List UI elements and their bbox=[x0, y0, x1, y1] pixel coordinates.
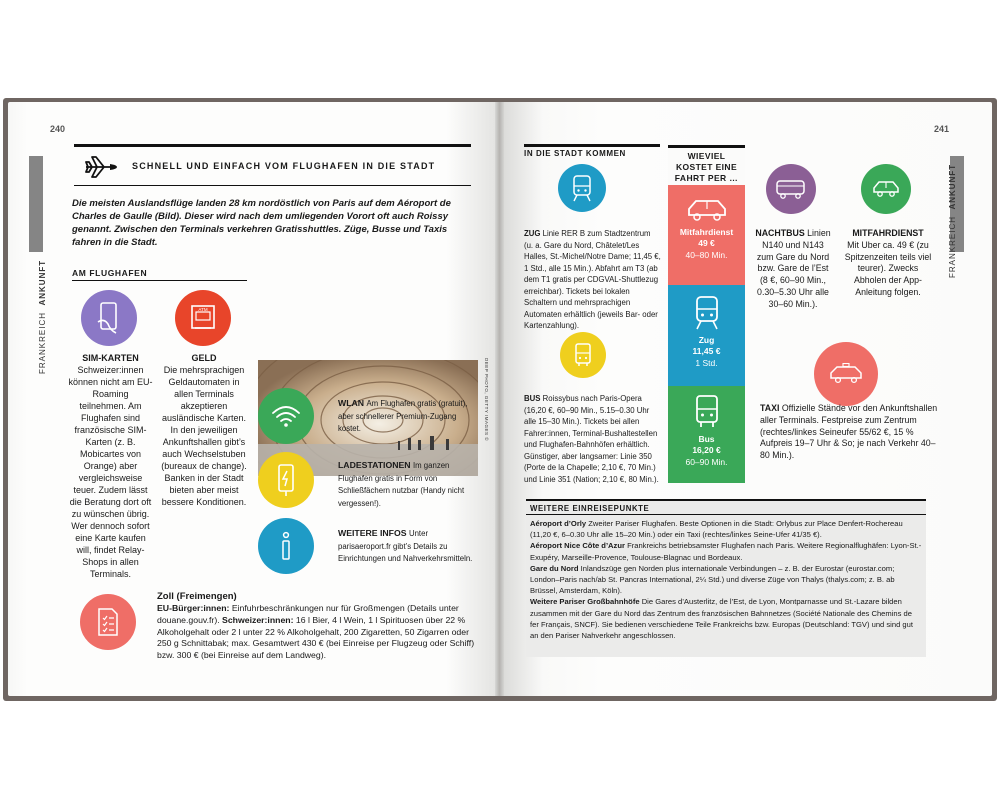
right-page bbox=[504, 102, 992, 696]
weitere-title: WEITERE EINREISEPUNKTE bbox=[530, 504, 650, 513]
zug-block bbox=[524, 228, 661, 332]
bus-icon bbox=[560, 332, 606, 378]
taxi-text: Offizielle Stände vor den Ankunftshallen aller Terminals. Festpreise zum Zentrum (rechtes/linkes Seineufer 55/62 €, 15 % Aufpreis 19–7 Uhr & So; je nach Verkehr 40–80 Min.). bbox=[760, 403, 938, 461]
zoll-block bbox=[157, 591, 475, 662]
weitere-item: Aéroport d’Orly Zweiter Pariser Flughafen. Beste Optionen in die Stadt: Orlybus zur Place Denfert-Rochereau (11,20 €, 6–0.30 Uhr alle 15–20 Min.) oder ein Taxi (rechtes/linkes Seine-Ufer 41/35 €). bbox=[530, 519, 903, 540]
divider bbox=[72, 280, 247, 281]
price-duration: 1 Std. bbox=[695, 357, 718, 368]
book-spine bbox=[495, 102, 504, 696]
geld-text: Die mehrsprachigen Geldautomaten in allen Terminals akzeptieren ausländische Karten. In den jeweiligen Ankunftshallen gibt’s auch Wechselstuben (bureaux de change). Banken in der Stadt bieten aber meist bessere Konditionen. bbox=[161, 365, 247, 507]
price-box-zug bbox=[668, 285, 745, 386]
weitere-item: Weitere Pariser Großbahnhöfe Die Gares d’Austerlitz, de l’Est, de Lyon, Montparnasse und St.-Lazare bilden zusammen mit der Gare du Nord das Zentrum des französischen Bahnnetzes (Société Nationale des Chemins de fer Français, SNCF). Sie bedienen verschiedene Teile Frankreichs bzw. Europas (Deutschland: TGV) und sind gut an den Pariser Nahverkehr angeschlossen. bbox=[530, 597, 913, 641]
weitere-einreisepunkte-box bbox=[526, 499, 926, 657]
geld-block bbox=[158, 352, 250, 508]
price-name: Bus bbox=[698, 433, 715, 444]
atm-icon bbox=[175, 290, 231, 346]
zug-title: ZUG bbox=[524, 229, 541, 238]
price-value: 49 € bbox=[698, 238, 715, 248]
price-name: Mitfahrdienst bbox=[679, 226, 734, 237]
zoll-eu-text: Einfuhrbeschränkungen nur für Großmengen (Details unter douane.gouv.fr). bbox=[157, 603, 459, 625]
zoll-ch-label: Schweizer:innen: bbox=[222, 614, 294, 625]
weitere-item: Aéroport Nice Côte d’Azur Frankreichs betriebsamster Flughafen nach Paris. Weitere Regionalflughäfen: Lyon-St.-Exupéry, Marseille-Provence, Toulouse-Blagnac und Bordeaux. bbox=[530, 541, 922, 562]
zoll-eu-label: EU-Bürger:innen: bbox=[157, 603, 230, 613]
price-comparison-column bbox=[668, 145, 745, 483]
airplane-icon bbox=[84, 153, 118, 181]
price-duration: 60–90 Min. bbox=[685, 456, 728, 467]
section-label-in-die-stadt: IN DIE STADT KOMMEN bbox=[524, 149, 626, 158]
price-box-mitfahrdienst bbox=[668, 185, 745, 285]
atm-label: ATM bbox=[198, 307, 208, 312]
side-chapter-label-left: FRANKREICH ANKUNFT bbox=[38, 259, 47, 374]
nachtbus-title: NACHTBUS bbox=[755, 228, 805, 238]
lade-block bbox=[338, 459, 478, 509]
price-header: WIEVIEL KOSTET EINE FAHRT PER … bbox=[668, 145, 745, 185]
ride-car-icon bbox=[861, 164, 911, 214]
price-box-bus bbox=[668, 386, 745, 483]
night-bus-icon bbox=[766, 164, 816, 214]
section-label-am-flughafen: AM FLUGHAFEN bbox=[72, 268, 148, 278]
section-rule bbox=[524, 144, 660, 147]
weitere-item: Gare du Nord Inlandszüge gen Norden plus internationale Verbindungen – z. B. der Eurostar (eurostar.com; London–Paris nach/ab St. Pancras International, 2¼ Std.) und diverse Züge von Thalys (thalys.com; z. B. ab Brüssel, Amsterdam, Köln). bbox=[530, 563, 895, 596]
price-value: 11,45 € bbox=[692, 346, 721, 356]
wifi-icon bbox=[258, 388, 314, 444]
nachtbus-block bbox=[754, 228, 832, 311]
lade-text: Im ganzen Flughafen gratis in Form von Schließfächern nutzbar (Handy nicht vergessen!). bbox=[338, 461, 465, 508]
zoll-title: Zoll (Freimengen) bbox=[157, 591, 237, 602]
infos-title: WEITERE INFOS bbox=[338, 528, 407, 538]
price-name: Zug bbox=[698, 334, 715, 345]
train-icon bbox=[692, 295, 722, 331]
geld-title: GELD bbox=[191, 353, 217, 363]
photo-credit: DEEP PHOTO, GETTY IMAGES © bbox=[484, 358, 489, 442]
car-icon bbox=[685, 197, 729, 223]
intro-text: Die meisten Auslandsflüge landen 28 km nordöstlich von Paris auf dem Aéroport de Charles de Gaulle (Bild). Dieser wird nach dem umliegenden Vorort oft auch Roissy genannt. Zwischen den Terminals verkehren Gratisshuttles. Züge, Busse und Taxis fahren in die Stadt. bbox=[72, 198, 451, 248]
bus-text: Roissybus nach Paris-Opera (16,20 €, 60–90 Min., 5.15–0.30 Uhr alle 15–30 Min.). Tickets bei allen Fahrer:innen, Terminal-Bushaltestellen und Flughafen-Bahnhöfen erhältlich. Günstiger, aber langsamer: Linie 350 (Porte de la Chapelle; 2,10 €, 70 Min.) und Linie 351 (Nation; 2,10 €, 80 Min.). bbox=[524, 394, 659, 484]
lade-title: LADESTATIONEN bbox=[338, 460, 411, 470]
wlan-block bbox=[338, 397, 478, 435]
bus-title: BUS bbox=[524, 394, 541, 403]
sim-card-block bbox=[68, 352, 153, 580]
chapter-tab-left bbox=[29, 156, 43, 252]
sim-card-icon bbox=[81, 290, 137, 346]
mitfahr-block bbox=[844, 228, 932, 299]
wlan-text: Am Flughafen gratis (gratuit), aber schnellerer Premium-Zugang kostet. bbox=[338, 399, 468, 433]
zug-text: Linie RER B zum Stadtzentrum (u. a. Gare du Nord, Châtelet/Les Halles, St.-Michel/Notre Dame; 11,45 €, 1 Std., alle 15 Min.). Abfahrt am T3 (ab dem T1 gratis per CDGVAL-Shuttlezug erreichbar). Tickets bei lokalen Schaltern und mehrsprachigen Automaten erhältlich (jeweils Bar- oder Kartenzahlung). bbox=[524, 229, 661, 330]
train-icon bbox=[558, 164, 606, 212]
sim-text: Schweizer:innen können nicht am EU-Roaming teilnehmen. Am Flughafen sind französische SIM-Karten (z. B. Mobicartes von Orange) aber vergleichsweise teuer. Zudem lässt die Beratung dort oft zu wünschen übrig. Wer dennoch sofort eine Karte kaufen will, findet Relay-Shops in allen Terminals. bbox=[68, 365, 153, 579]
nachtbus-text: Linien N140 und N143 zum Gare du Nord bzw. Gare de l’Est (8 €, 60–90 Min., 0.30–5.30 Uhr alle 30–60 Min.). bbox=[756, 228, 831, 309]
zoll-ch-text: 16 l Bier, 4 l Wein, 1 l Spirituosen über 22 % Alkoholgehalt oder 2 l unter 22 % Alkoholgehalt, 200 Zigaretten, 50 Zigarren oder 250 g Schnittabak; max. Gesamtwert 430 € (bei Einreise per Flugzeug oder Schiff) bzw. 300 € (bei Einreise auf dem Landweg). bbox=[157, 614, 475, 661]
price-duration: 40–80 Min. bbox=[685, 249, 728, 260]
mitfahr-text: Mit Uber ca. 49 € (zu Spitzenzeiten teils viel teurer). Zwecks Abholen der App-Anleitung folgen. bbox=[844, 239, 932, 297]
price-value: 16,20 € bbox=[692, 445, 721, 455]
infos-text: Unter parisaeroport.fr gibt’s Details zu Einrichtungen und Nahverkehrsmitteln. bbox=[338, 529, 473, 563]
info-icon bbox=[258, 518, 314, 574]
side-chapter-label-right: FRANKREICH ANKUNFT bbox=[948, 163, 957, 278]
left-page bbox=[8, 102, 495, 696]
weitere-list bbox=[530, 518, 922, 641]
sim-title: SIM-KARTEN bbox=[82, 353, 139, 363]
taxi-icon bbox=[814, 342, 878, 406]
header-title: SCHNELL UND EINFACH VOM FLUGHAFEN IN DIE STADT bbox=[132, 161, 436, 171]
header-bar bbox=[74, 144, 471, 186]
checklist-icon bbox=[80, 594, 136, 650]
page-number-right: 241 bbox=[934, 124, 950, 134]
bus-icon bbox=[692, 394, 722, 430]
bus-block bbox=[524, 393, 661, 485]
infos-block bbox=[338, 527, 478, 565]
page-number-left: 240 bbox=[50, 124, 66, 134]
taxi-title: TAXI bbox=[760, 403, 780, 413]
taxi-block bbox=[760, 403, 938, 462]
charging-phone-icon bbox=[258, 452, 314, 508]
wlan-title: WLAN bbox=[338, 398, 365, 408]
mitfahr-title: MITFAHRDIENST bbox=[852, 228, 924, 238]
